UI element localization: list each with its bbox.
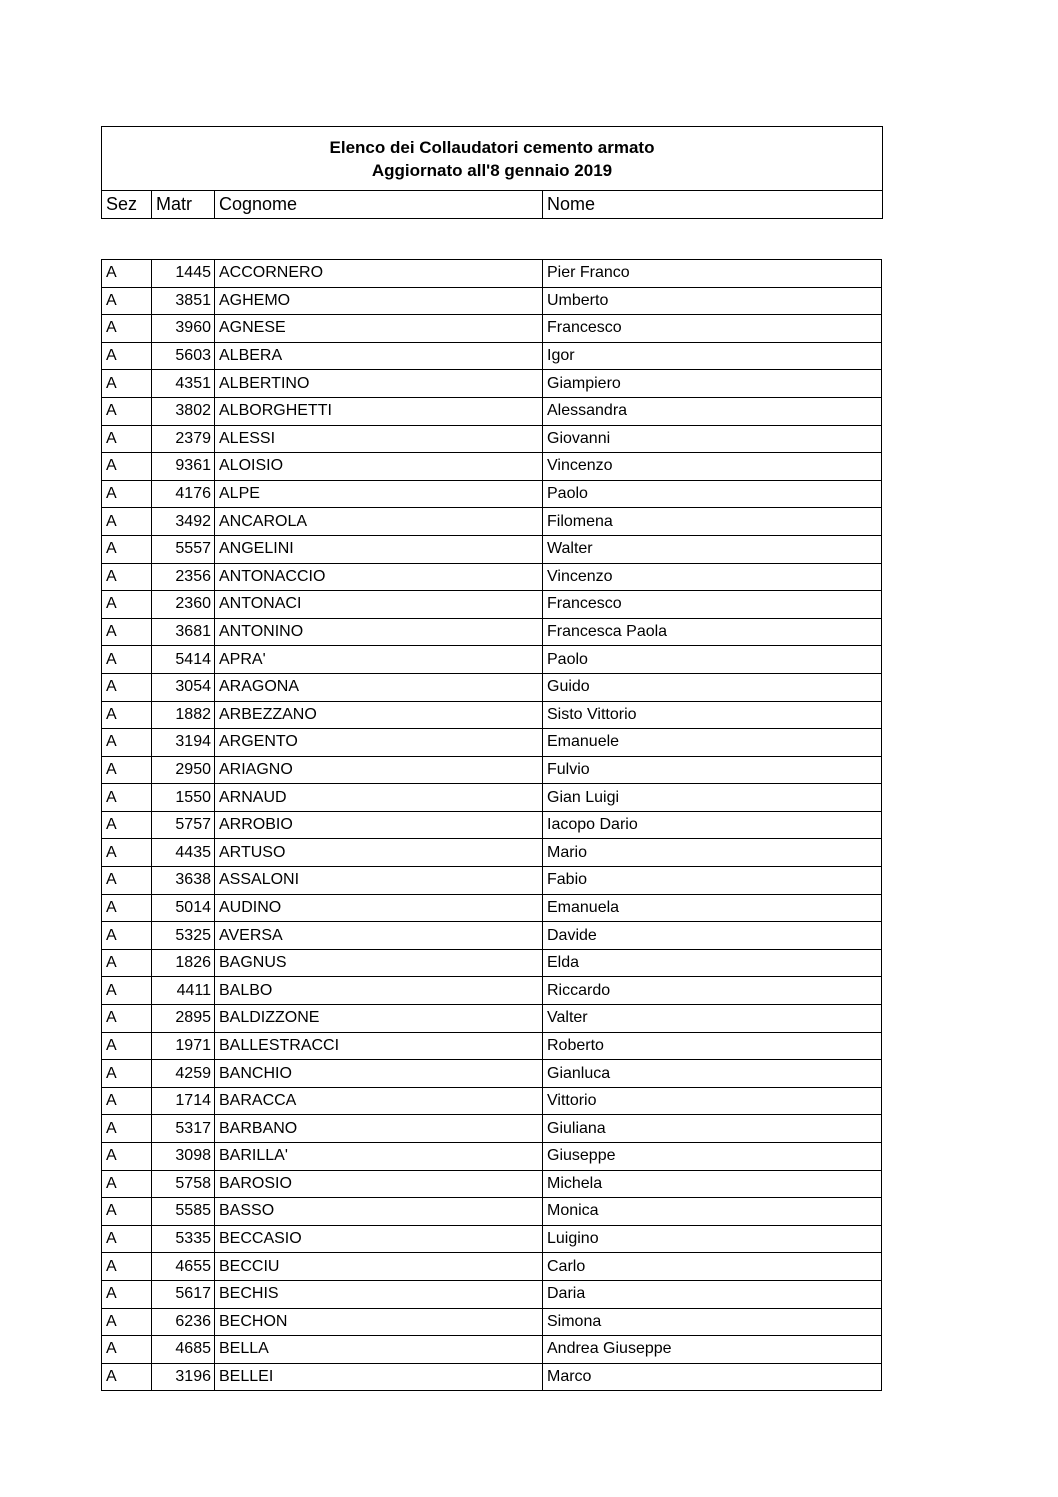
cell-matr: 4685 (152, 1336, 215, 1364)
cell-cognome: AGNESE (215, 315, 543, 343)
cell-nome: Umberto (543, 287, 882, 315)
cell-matr: 5335 (152, 1225, 215, 1253)
cell-matr: 1550 (152, 784, 215, 812)
cell-sez: A (102, 260, 152, 288)
table-row (102, 260, 882, 288)
cell-matr: 3194 (152, 729, 215, 757)
cell-nome: Fabio (543, 867, 882, 895)
cell-sez: A (102, 811, 152, 839)
cell-cognome: ANTONACCIO (215, 563, 543, 591)
cell-sez: A (102, 867, 152, 895)
cell-matr: 5617 (152, 1280, 215, 1308)
cell-matr: 3196 (152, 1363, 215, 1391)
cell-matr: 5317 (152, 1115, 215, 1143)
cell-nome: Francesca Paola (543, 618, 882, 646)
cell-nome: Igor (543, 342, 882, 370)
cell-matr: 4655 (152, 1253, 215, 1281)
table-row (102, 425, 882, 453)
title-line-2: Aggiornato all'8 gennaio 2019 (371, 160, 613, 180)
table-row (102, 480, 882, 508)
header-table (101, 126, 883, 219)
table-row (102, 1336, 882, 1364)
cell-sez: A (102, 949, 152, 977)
cell-nome: Vincenzo (543, 453, 882, 481)
cell-cognome: AUDINO (215, 894, 543, 922)
table-row (102, 563, 882, 591)
table-row (102, 1060, 882, 1088)
cell-sez: A (102, 618, 152, 646)
cell-sez: A (102, 1143, 152, 1171)
cell-matr: 2360 (152, 591, 215, 619)
table-row (102, 756, 882, 784)
cell-cognome: BAGNUS (215, 949, 543, 977)
cell-sez: A (102, 894, 152, 922)
cell-cognome: ANTONACI (215, 591, 543, 619)
cell-matr: 6236 (152, 1308, 215, 1336)
cell-matr: 1445 (152, 260, 215, 288)
cell-matr: 2356 (152, 563, 215, 591)
cell-nome: Gianluca (543, 1060, 882, 1088)
table-row (102, 591, 882, 619)
cell-nome: Roberto (543, 1032, 882, 1060)
cell-matr: 3960 (152, 315, 215, 343)
table-row (102, 784, 882, 812)
cell-matr: 4411 (152, 977, 215, 1005)
cell-matr: 4351 (152, 370, 215, 398)
cell-sez: A (102, 756, 152, 784)
table-row (102, 1280, 882, 1308)
cell-nome: Valter (543, 1005, 882, 1033)
table-row (102, 894, 882, 922)
cell-matr: 3851 (152, 287, 215, 315)
cell-matr: 5585 (152, 1198, 215, 1226)
cell-nome: Gian Luigi (543, 784, 882, 812)
cell-nome: Simona (543, 1308, 882, 1336)
table-row (102, 1198, 882, 1226)
cell-cognome: ALOISIO (215, 453, 543, 481)
table-row (102, 977, 882, 1005)
document-title (102, 127, 882, 191)
cell-nome: Pier Franco (543, 260, 882, 288)
cell-nome: Vincenzo (543, 563, 882, 591)
column-header-row (102, 191, 882, 218)
cell-nome: Iacopo Dario (543, 811, 882, 839)
table-row (102, 287, 882, 315)
cell-nome: Giuliana (543, 1115, 882, 1143)
cell-nome: Elda (543, 949, 882, 977)
cell-cognome: ASSALONI (215, 867, 543, 895)
cell-nome: Andrea Giuseppe (543, 1336, 882, 1364)
cell-nome: Filomena (543, 508, 882, 536)
cell-matr: 3681 (152, 618, 215, 646)
cell-sez: A (102, 397, 152, 425)
cell-sez: A (102, 1363, 152, 1391)
cell-cognome: ANCAROLA (215, 508, 543, 536)
cell-matr: 5325 (152, 922, 215, 950)
table-row (102, 701, 882, 729)
cell-matr: 5603 (152, 342, 215, 370)
cell-cognome: ARTUSO (215, 839, 543, 867)
cell-cognome: APRA' (215, 646, 543, 674)
cell-sez: A (102, 342, 152, 370)
cell-cognome: BAROSIO (215, 1170, 543, 1198)
cell-sez: A (102, 480, 152, 508)
cell-nome: Monica (543, 1198, 882, 1226)
cell-matr: 3098 (152, 1143, 215, 1171)
cell-sez: A (102, 1060, 152, 1088)
cell-matr: 5557 (152, 535, 215, 563)
cell-cognome: ALBORGHETTI (215, 397, 543, 425)
cell-matr: 5758 (152, 1170, 215, 1198)
cell-matr: 4176 (152, 480, 215, 508)
cell-nome: Davide (543, 922, 882, 950)
cell-sez: A (102, 1280, 152, 1308)
cell-sez: A (102, 1253, 152, 1281)
cell-cognome: BELLEI (215, 1363, 543, 1391)
cell-nome: Alessandra (543, 397, 882, 425)
title-line-1: Elenco dei Collaudatori cemento armato (329, 137, 655, 157)
table-body (102, 260, 882, 1391)
table-row (102, 922, 882, 950)
cell-nome: Giampiero (543, 370, 882, 398)
cell-cognome: BECHIS (215, 1280, 543, 1308)
table-row (102, 646, 882, 674)
cell-nome: Daria (543, 1280, 882, 1308)
cell-nome: Fulvio (543, 756, 882, 784)
cell-matr: 3802 (152, 397, 215, 425)
cell-sez: A (102, 1170, 152, 1198)
cell-matr: 1714 (152, 1087, 215, 1115)
cell-nome: Vittorio (543, 1087, 882, 1115)
table-row (102, 1032, 882, 1060)
cell-sez: A (102, 729, 152, 757)
cell-sez: A (102, 1115, 152, 1143)
cell-sez: A (102, 922, 152, 950)
cell-sez: A (102, 453, 152, 481)
cell-sez: A (102, 425, 152, 453)
table-row (102, 315, 882, 343)
table-row (102, 1143, 882, 1171)
cell-nome: Emanuela (543, 894, 882, 922)
table-row (102, 1005, 882, 1033)
column-header-cognome: Cognome (215, 191, 543, 218)
cell-nome: Marco (543, 1363, 882, 1391)
cell-matr: 4435 (152, 839, 215, 867)
cell-nome: Giuseppe (543, 1143, 882, 1171)
cell-sez: A (102, 287, 152, 315)
cell-matr: 5414 (152, 646, 215, 674)
cell-cognome: ALESSI (215, 425, 543, 453)
cell-cognome: ARNAUD (215, 784, 543, 812)
cell-cognome: ARAGONA (215, 673, 543, 701)
cell-nome: Mario (543, 839, 882, 867)
cell-matr: 1826 (152, 949, 215, 977)
cell-sez: A (102, 1198, 152, 1226)
column-header-nome: Nome (547, 194, 596, 214)
table-row (102, 1308, 882, 1336)
cell-cognome: AVERSA (215, 922, 543, 950)
cell-sez: A (102, 977, 152, 1005)
table-row (102, 729, 882, 757)
cell-sez: A (102, 1005, 152, 1033)
cell-matr: 2379 (152, 425, 215, 453)
cell-cognome: BARBANO (215, 1115, 543, 1143)
cell-sez: A (102, 315, 152, 343)
collaudatori-table (101, 259, 882, 1391)
cell-sez: A (102, 508, 152, 536)
cell-nome: Emanuele (543, 729, 882, 757)
column-header-sez: Sez (102, 191, 152, 218)
cell-nome: Walter (543, 535, 882, 563)
cell-sez: A (102, 370, 152, 398)
table-row (102, 811, 882, 839)
cell-matr: 1971 (152, 1032, 215, 1060)
table-row (102, 535, 882, 563)
cell-cognome: BECCIU (215, 1253, 543, 1281)
cell-nome: Paolo (543, 480, 882, 508)
table-row (102, 342, 882, 370)
cell-cognome: ANTONINO (215, 618, 543, 646)
table-row (102, 1087, 882, 1115)
table-row (102, 1170, 882, 1198)
cell-matr: 9361 (152, 453, 215, 481)
cell-cognome: ALPE (215, 480, 543, 508)
table-row (102, 618, 882, 646)
cell-nome: Francesco (543, 591, 882, 619)
cell-nome: Paolo (543, 646, 882, 674)
cell-cognome: BASSO (215, 1198, 543, 1226)
cell-cognome: BALBO (215, 977, 543, 1005)
cell-cognome: ALBERA (215, 342, 543, 370)
cell-cognome: BECCASIO (215, 1225, 543, 1253)
cell-matr: 5014 (152, 894, 215, 922)
cell-cognome: ARIAGNO (215, 756, 543, 784)
table-row (102, 1225, 882, 1253)
cell-cognome: ARROBIO (215, 811, 543, 839)
cell-cognome: BELLA (215, 1336, 543, 1364)
cell-sez: A (102, 1336, 152, 1364)
cell-matr: 3638 (152, 867, 215, 895)
table-row (102, 508, 882, 536)
table-row (102, 949, 882, 977)
cell-nome: Sisto Vittorio (543, 701, 882, 729)
cell-sez: A (102, 839, 152, 867)
table-row (102, 1363, 882, 1391)
cell-nome: Michela (543, 1170, 882, 1198)
cell-cognome: BECHON (215, 1308, 543, 1336)
cell-nome: Riccardo (543, 977, 882, 1005)
cell-cognome: ARGENTO (215, 729, 543, 757)
table-row (102, 1115, 882, 1143)
cell-nome: Guido (543, 673, 882, 701)
cell-sez: A (102, 1087, 152, 1115)
table-row (102, 397, 882, 425)
cell-cognome: BALDIZZONE (215, 1005, 543, 1033)
cell-matr: 4259 (152, 1060, 215, 1088)
cell-sez: A (102, 784, 152, 812)
cell-nome: Carlo (543, 1253, 882, 1281)
cell-sez: A (102, 591, 152, 619)
table-row (102, 453, 882, 481)
cell-cognome: ANGELINI (215, 535, 543, 563)
cell-matr: 2950 (152, 756, 215, 784)
cell-matr: 3492 (152, 508, 215, 536)
cell-cognome: ACCORNERO (215, 260, 543, 288)
cell-sez: A (102, 646, 152, 674)
table-row (102, 370, 882, 398)
cell-nome: Francesco (543, 315, 882, 343)
cell-sez: A (102, 701, 152, 729)
cell-matr: 3054 (152, 673, 215, 701)
table-row (102, 867, 882, 895)
cell-cognome: ALBERTINO (215, 370, 543, 398)
cell-cognome: BANCHIO (215, 1060, 543, 1088)
column-header-matr: Matr (152, 191, 215, 218)
cell-cognome: AGHEMO (215, 287, 543, 315)
table-row (102, 673, 882, 701)
cell-sez: A (102, 535, 152, 563)
cell-sez: A (102, 673, 152, 701)
table-row (102, 839, 882, 867)
cell-cognome: ARBEZZANO (215, 701, 543, 729)
cell-cognome: BARILLA' (215, 1143, 543, 1171)
cell-matr: 5757 (152, 811, 215, 839)
cell-matr: 2895 (152, 1005, 215, 1033)
cell-cognome: BALLESTRACCI (215, 1032, 543, 1060)
cell-nome: Luigino (543, 1225, 882, 1253)
cell-sez: A (102, 1225, 152, 1253)
cell-cognome: BARACCA (215, 1087, 543, 1115)
cell-sez: A (102, 563, 152, 591)
cell-nome: Giovanni (543, 425, 882, 453)
cell-sez: A (102, 1032, 152, 1060)
cell-sez: A (102, 1308, 152, 1336)
cell-matr: 1882 (152, 701, 215, 729)
table-row (102, 1253, 882, 1281)
